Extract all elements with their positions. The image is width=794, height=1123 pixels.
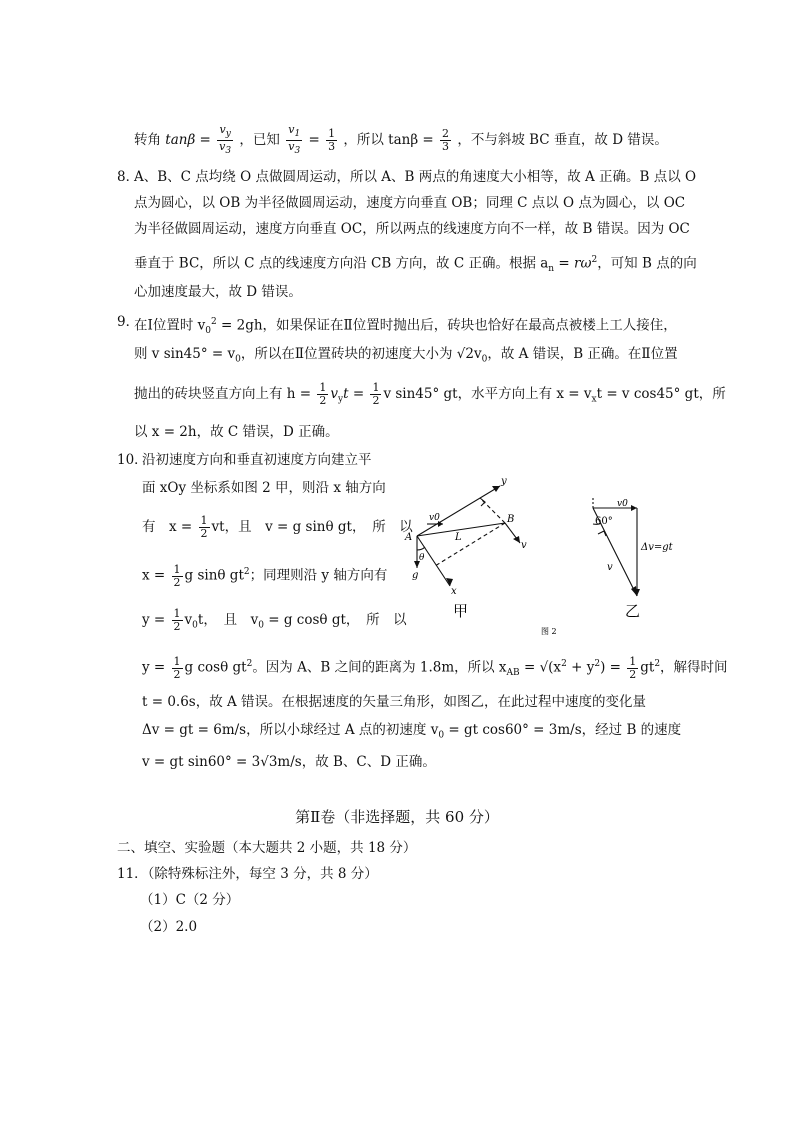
section2-part: 二、填空、实验题（本大题共 2 小题，共 18 分）: [117, 840, 417, 856]
fig-label-jia: 甲: [453, 602, 469, 620]
item8-number: 8．: [117, 169, 140, 185]
item8-line2: 点为圆心，以 OB 为半径做圆周运动，速度方向垂直 OB；同理 C 点以 O 点为圆心，以 OC: [134, 195, 686, 211]
item10-line2: 面 xOy 坐标系如图 2 甲，则沿 x 轴方向: [142, 480, 386, 496]
fig-label-delta-v: Δv=gt: [641, 542, 673, 553]
fig-label-y: y: [501, 476, 507, 487]
figure-yi: [593, 498, 640, 596]
q11-answer2: （2）2.0: [140, 919, 198, 935]
q11-header: 11．（除特殊标注外，每空 3 分，共 8 分）: [117, 866, 378, 882]
item9-line1: 在Ⅰ位置时 $v_0^2 = 2gh$，如果保证在Ⅱ位置时抛出后，砖块也恰好在最高点被楼上工人接住，: [134, 317, 677, 337]
item9-number: 9．: [117, 314, 140, 330]
item10-line9: v = gt sin60° = 3√3m/s，故 B、C、D 正确。: [142, 754, 436, 770]
fig-caption: 图 2: [541, 627, 557, 636]
item8-line5: 心加速度最大，故 D 错误。: [134, 284, 302, 300]
item7-tail: 转角 tanβ = $\frac{v_y}{v_3}$ ，已知 $\frac{v_1}{v_3}$ = $\frac{1}{3}$ ，所以 tanβ = $\frac{2}{3}$ ，不与斜坡 BC 垂直，故 D 错误。: [134, 123, 668, 157]
item10-number: 10．: [117, 452, 148, 468]
fig-label-60: 60°: [595, 516, 613, 527]
item9-line4: 以 x = 2h，故 C 错误，D 正确。: [134, 424, 339, 440]
frac-half-d: $\frac{1}{2}$: [173, 562, 181, 589]
item10-line1: 沿初速度方向和垂直初速度方向建立平: [142, 452, 372, 468]
item10-line5: y = $\frac{1}{2}$ $v_0t$， 且 $v_0 = g$ cosθ gt， 所 以: [142, 607, 407, 633]
frac-two-third: $\frac{2}{3}$: [442, 127, 450, 154]
fig-label-L: L: [455, 532, 462, 543]
q11-answer1: （1）C（2 分）: [140, 892, 240, 908]
item10-line4: x = $\frac{1}{2}$ g sinθ $gt^2$；同理则沿 y 轴方向有: [142, 562, 388, 589]
section2-title: 第Ⅱ卷（非选择题，共 60 分）: [295, 808, 499, 826]
frac-half-b: $\frac{1}{2}$: [372, 381, 380, 407]
frac-half-f: $\frac{1}{2}$: [173, 654, 181, 681]
item10-line8: Δv = gt = 6m/s，所以小球经过 A 点的初速度 $v_0$ = gt cos60° = 3m/s，经过 B 的速度: [142, 722, 682, 741]
item10-line6: y = $\frac{1}{2}$ g cosθ $gt^2$。因为 A、B 之间的距离为 1.8m，所以 $x_{AB} = √(x^2 + y^2)$ = $\frac{1}{2}$ $gt^2$，解得时间: [142, 654, 728, 681]
fig-label-x: x: [451, 586, 457, 597]
fig-label-B: B: [507, 514, 515, 525]
figure-jia: [414, 486, 520, 586]
frac-vy-v3: $\frac{v_y}{v_3}$: [219, 123, 232, 157]
fig-label-v0-yi: v0: [617, 499, 628, 509]
frac-half-g: $\frac{1}{2}$: [629, 654, 637, 681]
item8-line4: 垂直于 BC，所以 C 点的线速度方向沿 CB 方向，故 C 正确。根据 $a_n = r\omega^2$，可知 B 点的向: [134, 255, 697, 275]
item8-line3: 为半径做圆周运动，速度方向垂直 OC，所以两点的线速度方向不一样，故 B 错误。因为 OC: [134, 221, 690, 237]
figure-2: [395, 468, 695, 638]
fig-label-v: v: [521, 540, 527, 551]
item9-line2: 则 v $\sin 45^\circ = v_0$，所以在Ⅱ位置砖块的初速度大小为 $√2v_0$，故 A 错误，B 正确。在Ⅱ位置: [134, 346, 678, 365]
item8-line1: A、B、C 点均绕 O 点做圆周运动，所以 A、B 两点的角速度大小相等，故 A 正确。B 点以 O: [134, 169, 697, 185]
fig-label-theta: θ: [419, 553, 425, 563]
fig-label-v-yi: v: [607, 562, 613, 573]
fig-label-v0: v0: [429, 513, 440, 523]
frac-half-a: $\frac{1}{2}$: [319, 381, 327, 407]
item10-line3: 有 x = $\frac{1}{2}$ vt，且 v = g sinθ gt， 所 以: [142, 514, 413, 540]
frac-one-third: $\frac{1}{3}$: [328, 127, 336, 154]
item9-line3: 抛出的砖块竖直方向上有 h = $\frac{1}{2}$ $v_yt$ = $\frac{1}{2}$ v sin45° gt，水平方向上有 $x = v_xt = v$ cos45° gt，所: [134, 381, 726, 407]
frac-half-e: $\frac{1}{2}$: [173, 607, 181, 633]
fig-label-yi: 乙: [625, 602, 641, 620]
fig-label-A: A: [405, 532, 413, 543]
frac-half-c: $\frac{1}{2}$: [200, 514, 208, 540]
fig-label-g: g: [412, 570, 419, 581]
item10-line7: t = 0.6s，故 A 错误。在根据速度的矢量三角形，如图乙，在此过程中速度的变化量: [142, 694, 647, 710]
frac-v1-v3: $\frac{v_1}{v_3}$: [288, 123, 301, 157]
